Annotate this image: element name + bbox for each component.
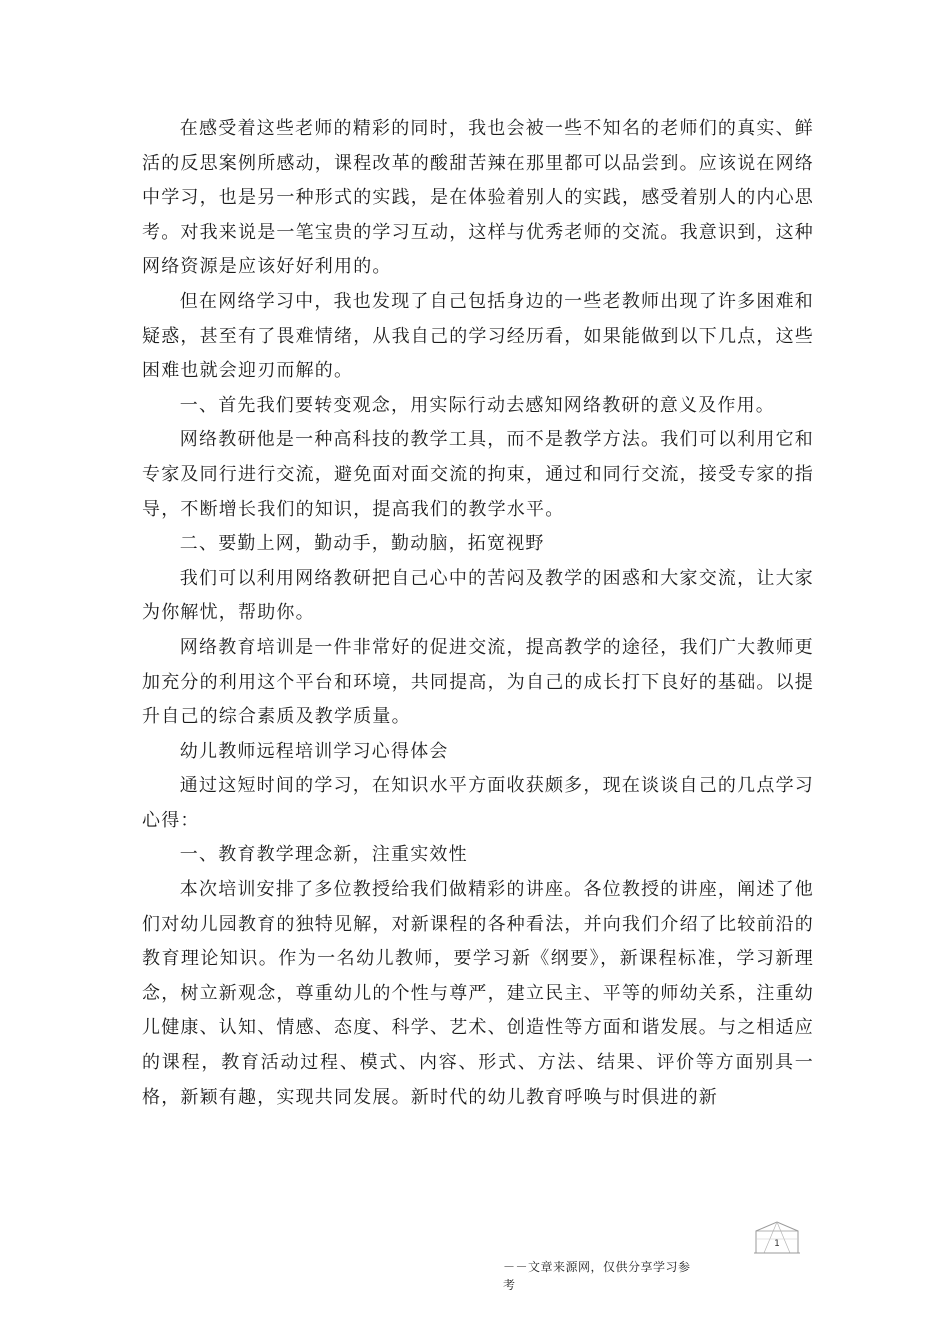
paragraph: 网络教育培训是一件非常好的促进交流，提高教学的途径，我们广大教师更加充分的利用这个平台和环境，共同提高，为自己的成长打下良好的基础。以提升自己的综合素质及教学质量。 (142, 636, 814, 728)
paragraph: 网络教研他是一种高科技的教学工具，而不是教学方法。我们可以利用它和专家及同行进行交流，避免面对面交流的拘束，通过和同行交流，接受专家的指导，不断增长我们的知识，提高我们的教学水平。 (142, 429, 814, 520)
article-title: 幼儿教师远程培训学习心得体会 (179, 740, 449, 762)
paragraph: 在感受着这些老师的精彩的同时，我也会被一些不知名的老师们的真实、鲜活的反思案例所感动，课程改革的酸甜苦辣在那里都可以品尝到。应该说在网络中学习，也是另一种形式的实践，是在体验着别人的实践，感受着别人的内心思考。对我来说是一笔宝贵的学习互动，这样与优秀老师的交流。我意识到，这种网络资源是应该好好利用的。 (142, 118, 814, 278)
footer-note-line: －－文章来源网，仅供分享学习参 (503, 1260, 691, 1274)
section-heading: 一、首先我们要转变观念，用实际行动去感知网络教研的意义及作用。 (179, 394, 775, 416)
paragraph: 本次培训安排了多位教授给我们做精彩的讲座。各位教授的讲座，阐述了他们对幼儿园教育的独特见解，对新课程的各种看法，并向我们介绍了比较前沿的教育理论知识。作为一名幼儿教师，要学习新《纲要》，新课程标准，学习新理念，树立新观念，尊重幼儿的个性与尊严，建立民主、平等的师幼关系，注重幼儿健康、认知、情感、态度、科学、艺术、创造性等方面和谐发展。与之相适应的课程，教育活动过程、模式、内容、形式、方法、结果、评价等方面别具一格，新颖有趣，实现共同发展。新时代的幼儿教育呼唤与时俱进的新 (142, 879, 814, 1108)
footer-note (503, 1258, 728, 1294)
paragraph: 通过这短时间的学习，在知识水平方面收获颇多，现在谈谈自己的几点学习心得： (142, 775, 814, 831)
page-number: 1 (774, 1239, 780, 1249)
page-number-frame-icon (754, 1219, 800, 1255)
section-heading: 一、教育教学理念新，注重实效性 (179, 844, 468, 866)
paragraph: 但在网络学习中，我也发现了自己包括身边的一些老教师出现了许多困难和疑惑，甚至有了畏难情绪，从我自己的学习经历看，如果能做到以下几点，这些困难也就会迎刃而解的。 (142, 290, 814, 382)
document-body (142, 112, 814, 1115)
paragraph: 我们可以利用网络教研把自己心中的苦闷及教学的困惑和大家交流，让大家为你解忧，帮助你。 (142, 567, 814, 624)
footer-note-line: 考 (503, 1278, 516, 1292)
section-heading: 二、要勤上网，勤动手，勤动脑，拓宽视野 (179, 533, 545, 555)
